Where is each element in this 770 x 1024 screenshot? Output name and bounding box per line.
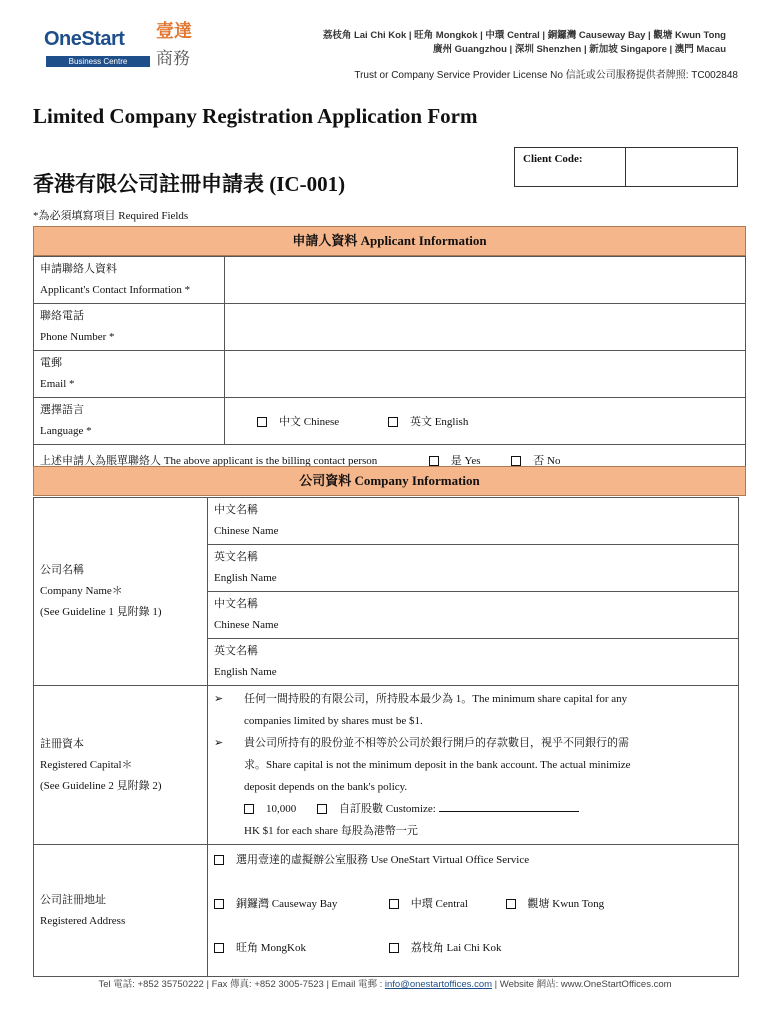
language-options <box>225 398 746 445</box>
capital-custom-field[interactable] <box>439 811 579 812</box>
registered-address-label: 公司註冊地址 Registered Address <box>34 845 208 977</box>
virtual-office-label: 選用壹達的虛擬辦公室服務 Use OneStart Virtual Office Service <box>236 854 530 866</box>
logo-chinese-1: 壹達 <box>156 21 192 42</box>
billing-yes-label: 是 Yes <box>450 454 481 467</box>
contact-label: 申請聯絡人資料 Applicant's Contact Information * <box>34 257 225 304</box>
chinese-option-label: 中文 Chinese <box>279 416 340 428</box>
billing-no-label: 否 No <box>533 454 561 467</box>
logo-chinese-2: 商務 <box>156 49 190 69</box>
capital-10000-checkbox[interactable] <box>244 804 254 814</box>
phone-label: 聯絡電話 Phone Number * <box>34 304 225 351</box>
language-label: 選擇語言 Language * <box>34 398 225 445</box>
company-logo <box>44 22 214 70</box>
capital-custom-label: 自訂股數 Customize: <box>339 803 436 815</box>
logo-brand: OneStart <box>44 28 125 50</box>
registered-address-options <box>208 845 739 977</box>
footer-fax: | Fax 傳真: +852 3005-7523 | Email 電郵 : <box>206 979 385 990</box>
mongkok-label: 旺角 MongKok <box>236 942 306 954</box>
client-code-label: Client Code: <box>515 148 626 186</box>
arrow-bullet-icon: ➢ <box>214 737 224 749</box>
capital-note: HK $1 for each share 每股為港幣一元 <box>244 825 418 837</box>
company-table <box>33 497 739 977</box>
client-code-field[interactable] <box>626 148 737 186</box>
applicant-table <box>33 256 746 475</box>
mongkok-checkbox[interactable] <box>214 943 224 953</box>
page-footer <box>0 976 770 990</box>
form-title-cn: 香港有限公司註冊申請表 (IC-001) <box>33 172 346 196</box>
arrow-bullet-icon: ➢ <box>214 693 224 705</box>
billing-no-checkbox[interactable] <box>511 456 521 466</box>
registered-capital-details <box>208 686 739 845</box>
causeway-bay-checkbox[interactable] <box>214 899 224 909</box>
registered-capital-label: 註冊資本 Registered Capital＊ (See Guideline 2 見附錄 2) <box>34 686 208 845</box>
footer-email-link[interactable]: info@onestartoffices.com <box>384 979 493 990</box>
lai-chi-kok-label: 荔枝角 Lai Chi Kok <box>410 942 502 954</box>
capital-10000-label: 10,000 <box>266 803 297 815</box>
phone-field[interactable] <box>225 304 746 351</box>
license-number: Trust or Company Service Provider License No 信託或公司服務提供者牌照: TC002848 <box>354 70 738 81</box>
office-locations <box>323 29 726 57</box>
footer-website[interactable]: | Website 網站: www.OneStartOffices.com <box>494 979 672 990</box>
capital-bullet-1: 任何一間持股的有限公司，所持股本最少為 1。The minimum share capital for any companies limited by shares must be $1. <box>244 693 628 727</box>
capital-custom-checkbox[interactable] <box>317 804 327 814</box>
causeway-bay-label: 銅鑼灣 Causeway Bay <box>236 898 338 910</box>
chinese-name-field-1[interactable]: 中文名稱 Chinese Name <box>208 498 739 545</box>
company-section-header: 公司資料 Company Information <box>33 466 746 496</box>
form-title-en: Limited Company Registration Application Form <box>33 104 478 128</box>
kwun-tong-checkbox[interactable] <box>506 899 516 909</box>
kwun-tong-label: 觀塘 Kwun Tong <box>527 898 605 910</box>
virtual-office-checkbox[interactable] <box>214 855 224 865</box>
billing-yes-checkbox[interactable] <box>429 456 439 466</box>
central-label: 中環 Central <box>410 898 468 910</box>
email-label: 電郵 Email * <box>34 351 225 398</box>
office-line-2: 廣州 Guangzhou | 深圳 Shenzhen | 新加坡 Singapore | 澳門 Macau <box>433 44 726 55</box>
logo-subtitle: Business Centre <box>46 56 150 67</box>
required-fields-note: *為必須填寫項目 Required Fields <box>33 210 189 222</box>
english-name-field-1[interactable]: 英文名稱 English Name <box>208 545 739 592</box>
lai-chi-kok-checkbox[interactable] <box>389 943 399 953</box>
chinese-name-field-2[interactable]: 中文名稱 Chinese Name <box>208 592 739 639</box>
applicant-section-header: 申請人資料 Applicant Information <box>33 226 746 256</box>
central-checkbox[interactable] <box>389 899 399 909</box>
footer-tel: Tel 電話: +852 35750222 <box>98 979 204 990</box>
capital-bullet-2: 貴公司所持有的股份並不相等於公司於銀行開戶的存款數目，視乎不同銀行的需 求。Share capital is not the minimum deposit in the bank account. The actual minimize deposit depends on the bank's policy. <box>244 737 631 793</box>
contact-field[interactable] <box>225 257 746 304</box>
chinese-checkbox[interactable] <box>257 417 267 427</box>
office-line-1: 荔枝角 Lai Chi Kok | 旺角 Mongkok | 中環 Central | 銅鑼灣 Causeway Bay | 觀塘 Kwun Tong <box>322 30 726 41</box>
english-checkbox[interactable] <box>388 417 398 427</box>
english-name-field-2[interactable]: 英文名稱 English Name <box>208 639 739 686</box>
client-code-box <box>514 147 738 187</box>
english-option-label: 英文 English <box>409 416 469 428</box>
email-field[interactable] <box>225 351 746 398</box>
billing-contact-text: 上述申請人為賬單聯絡人 The above applicant is the billing contact person <box>40 454 378 467</box>
company-name-label: 公司名稱 Company Name＊ (See Guideline 1 見附錄 1) <box>34 498 208 686</box>
